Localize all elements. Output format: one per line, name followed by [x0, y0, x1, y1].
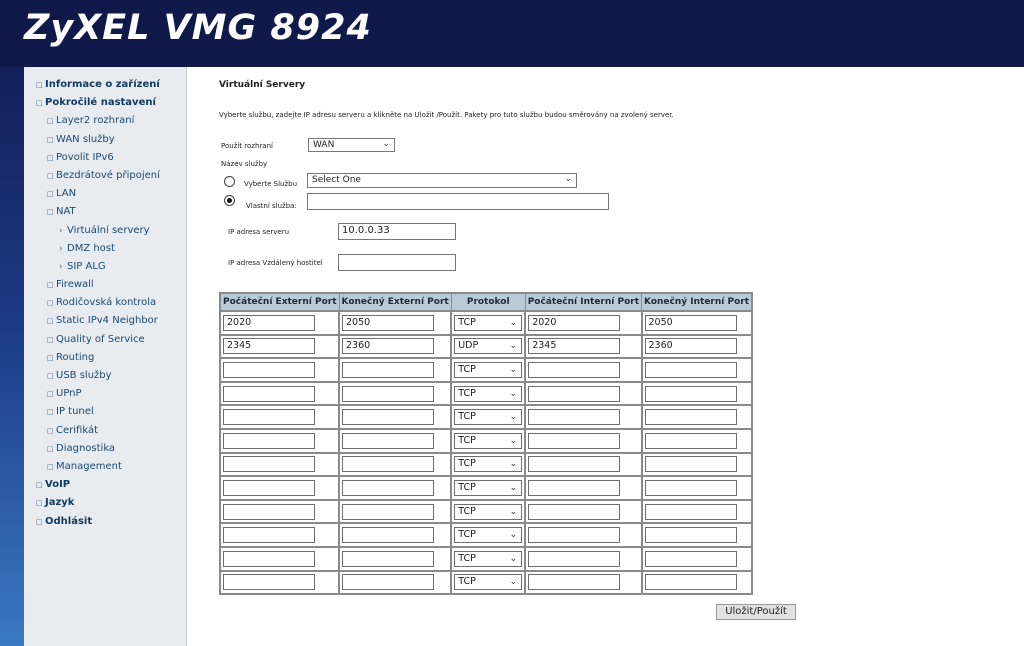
remote-host-label: IP adresa Vzdálený hostitel — [228, 259, 323, 267]
interface-select[interactable] — [308, 138, 395, 152]
chevron-down-icon: ⌄ — [509, 412, 518, 423]
decorative-strip — [0, 67, 24, 646]
start-ext-port-input[interactable] — [223, 480, 315, 496]
cell-value: 2360 — [346, 340, 371, 352]
table-cell — [642, 547, 753, 571]
table-cell — [451, 476, 525, 500]
bullet-icon: □ — [47, 153, 54, 162]
bullet-icon: □ — [47, 426, 54, 435]
sidebar-item[interactable] — [24, 312, 160, 330]
start-ext-port-input[interactable] — [223, 315, 315, 331]
chevron-down-icon: ⌄ — [509, 459, 518, 470]
end-ext-port-input[interactable] — [342, 386, 434, 402]
table-cell — [642, 405, 753, 429]
bullet-icon: □ — [36, 81, 43, 89]
select-service-label: Vyberte Službu — [244, 180, 298, 188]
sidebar-item-label: VoIP — [45, 479, 71, 491]
protocol-select[interactable] — [454, 433, 522, 449]
sidebar-item-label: LAN — [56, 188, 77, 200]
table-cell — [339, 311, 451, 335]
start-int-port-input[interactable] — [528, 315, 620, 331]
protocol-select[interactable] — [454, 574, 522, 590]
end-int-port-input[interactable] — [645, 386, 737, 402]
start-int-port-input[interactable] — [528, 574, 620, 590]
end-int-port-input[interactable] — [645, 362, 737, 378]
table-cell — [339, 500, 451, 524]
sidebar-item-label: Layer2 rozhraní — [56, 115, 135, 127]
table-row — [220, 500, 752, 524]
end-int-port-input[interactable] — [645, 409, 737, 425]
cell-value: 2345 — [532, 340, 557, 352]
server-ip-input[interactable]: 10.0.0.33 — [338, 223, 456, 240]
table-cell — [451, 429, 525, 453]
cell-value: UDP — [458, 340, 479, 352]
start-int-port-input[interactable] — [528, 480, 620, 496]
table-cell — [642, 571, 753, 595]
sidebar-item[interactable] — [24, 440, 160, 458]
sidebar-item-label: Povolit IPv6 — [56, 151, 114, 163]
start-int-port-input[interactable] — [528, 433, 620, 449]
chevron-right-icon: › — [59, 225, 63, 236]
cell-value: TCP — [458, 576, 476, 588]
start-ext-port-input[interactable] — [223, 409, 315, 425]
sidebar-item[interactable] — [24, 240, 160, 258]
bullet-icon: □ — [47, 353, 54, 362]
table-cell — [220, 453, 339, 477]
chevron-down-icon: ⌄ — [509, 317, 518, 328]
sidebar-item[interactable] — [24, 167, 160, 185]
table-cell — [220, 429, 339, 453]
table-cell — [220, 547, 339, 571]
sidebar-item[interactable] — [24, 422, 160, 440]
end-ext-port-input[interactable] — [342, 362, 434, 378]
table-cell — [339, 547, 451, 571]
end-ext-port-input[interactable] — [342, 480, 434, 496]
table-cell — [451, 547, 525, 571]
table-cell — [642, 429, 753, 453]
end-ext-port-input[interactable] — [342, 456, 434, 472]
bullet-icon: □ — [47, 444, 54, 453]
cell-value: 2345 — [227, 340, 252, 352]
table-cell — [451, 311, 525, 335]
start-int-port-input[interactable] — [528, 456, 620, 472]
bullet-icon: □ — [47, 408, 54, 417]
table-cell — [220, 523, 339, 547]
custom-service-label: Vlastní služba: — [246, 202, 297, 210]
table-cell — [451, 382, 525, 406]
start-int-port-input[interactable] — [528, 504, 620, 520]
table-cell — [525, 382, 641, 406]
sidebar-item[interactable] — [24, 76, 160, 94]
table-cell — [339, 571, 451, 595]
bullet-icon: □ — [36, 499, 43, 508]
chevron-right-icon: › — [59, 243, 63, 254]
table-cell — [525, 523, 641, 547]
table-cell — [642, 382, 753, 406]
chevron-down-icon: ⌄ — [509, 530, 518, 541]
table-cell — [451, 523, 525, 547]
table-cell — [642, 476, 753, 500]
cell-value: 2020 — [532, 316, 557, 328]
start-int-port-input[interactable] — [528, 527, 620, 543]
cell-value: TCP — [458, 458, 476, 470]
bullet-icon: □ — [47, 208, 54, 217]
chevron-right-icon: › — [59, 261, 63, 272]
end-ext-port-input[interactable] — [342, 527, 434, 543]
sidebar-item[interactable] — [24, 131, 160, 149]
table-row — [220, 382, 752, 406]
table-cell — [339, 429, 451, 453]
table-cell — [642, 335, 753, 359]
cell-value: TCP — [458, 552, 476, 564]
main-content — [219, 67, 1009, 646]
interface-label: Použít rozhraní — [221, 142, 273, 150]
table-header-row — [220, 293, 752, 311]
end-ext-port-input[interactable] — [342, 338, 434, 354]
sidebar-item[interactable] — [24, 149, 160, 167]
bullet-icon: □ — [36, 481, 43, 490]
sidebar-item-label: Static IPv4 Neighbor — [56, 315, 158, 327]
protocol-select[interactable] — [454, 456, 522, 472]
sidebar-item[interactable] — [24, 185, 160, 203]
table-row — [220, 453, 752, 477]
bullet-icon: □ — [47, 299, 54, 308]
start-ext-port-input[interactable] — [223, 338, 315, 354]
col-header-end-ext-port: Konečný Externí Port — [339, 293, 451, 311]
end-int-port-input[interactable] — [645, 574, 737, 590]
cell-value: TCP — [458, 434, 476, 446]
start-ext-port-input[interactable] — [223, 574, 315, 590]
end-int-port-input[interactable] — [645, 338, 737, 354]
sidebar-item-label: Management — [56, 460, 122, 472]
bullet-icon: □ — [36, 99, 43, 108]
sidebar-item[interactable] — [24, 367, 160, 385]
table-cell — [642, 358, 753, 382]
end-int-port-input[interactable] — [645, 480, 737, 496]
sidebar-item[interactable] — [24, 222, 160, 240]
table-body — [220, 311, 752, 594]
bullet-icon: □ — [47, 335, 54, 344]
cell-value: TCP — [458, 316, 476, 328]
sidebar-item-label: Bezdrátové připojení — [56, 169, 160, 181]
bullet-icon: □ — [47, 372, 54, 380]
table-cell — [525, 335, 641, 359]
page-description: Vyberte službu, zadejte IP adresu serveru a klikněte na Uložit /Použít. Pakety pro tuto službu budou směrovány na zvolený server. — [219, 111, 674, 119]
end-int-port-input[interactable] — [645, 504, 737, 520]
table-cell — [525, 547, 641, 571]
chevron-down-icon: ⌄ — [564, 174, 572, 184]
sidebar-item[interactable] — [24, 112, 160, 130]
table-cell — [339, 476, 451, 500]
table-row — [220, 335, 752, 359]
col-header-end-int-port: Konečný Interní Port — [642, 293, 753, 311]
start-ext-port-input[interactable] — [223, 456, 315, 472]
col-header-start-ext-port: Počáteční Externí Port — [220, 293, 339, 311]
table-cell — [525, 453, 641, 477]
end-ext-port-input[interactable] — [342, 315, 434, 331]
sidebar-item-label: Pokročilé nastavení — [45, 97, 156, 109]
cell-value: TCP — [458, 481, 476, 493]
sidebar-item-label: Virtuální servery — [67, 224, 150, 236]
end-int-port-input[interactable] — [645, 551, 737, 567]
sidebar-item[interactable] — [24, 476, 160, 494]
start-ext-port-input[interactable] — [223, 362, 315, 378]
protocol-select[interactable] — [454, 362, 522, 378]
sidebar-item-label: Firewall — [56, 279, 94, 291]
sidebar-item[interactable] — [24, 203, 160, 221]
sidebar-item[interactable] — [24, 494, 160, 512]
end-int-port-input[interactable] — [645, 433, 737, 449]
table-cell — [451, 335, 525, 359]
sidebar — [24, 67, 187, 646]
table-cell — [525, 311, 641, 335]
table-cell — [339, 453, 451, 477]
chevron-down-icon: ⌄ — [509, 364, 518, 375]
sidebar-item-label: WAN služby — [56, 133, 115, 145]
end-int-port-input[interactable] — [645, 456, 737, 472]
sidebar-item[interactable] — [24, 458, 160, 476]
sidebar-item[interactable] — [24, 385, 160, 403]
chevron-down-icon: ⌄ — [509, 388, 518, 399]
sidebar-item-label: Informace o zařízení — [45, 79, 160, 90]
end-ext-port-input[interactable] — [342, 433, 434, 449]
bullet-icon: □ — [47, 390, 54, 399]
cell-value: 2360 — [648, 340, 673, 352]
sidebar-item[interactable] — [24, 258, 160, 276]
port-mapping-table — [219, 292, 753, 595]
sidebar-item[interactable] — [24, 94, 160, 112]
sidebar-item-label: Odhlásit — [45, 515, 93, 527]
table-cell — [220, 358, 339, 382]
table-cell — [451, 453, 525, 477]
end-ext-port-input[interactable] — [342, 574, 434, 590]
table-cell — [220, 405, 339, 429]
end-ext-port-input[interactable] — [342, 409, 434, 425]
table-cell — [339, 335, 451, 359]
col-header-start-int-port: Počáteční Interní Port — [525, 293, 641, 311]
chevron-down-icon: ⌄ — [509, 482, 518, 493]
chevron-down-icon: ⌄ — [509, 341, 518, 352]
bullet-icon: □ — [47, 462, 54, 471]
table-cell — [525, 571, 641, 595]
table-cell — [451, 405, 525, 429]
remote-host-input[interactable] — [338, 254, 456, 271]
end-ext-port-input[interactable] — [342, 551, 434, 567]
table-cell — [525, 500, 641, 524]
sidebar-item-label: Cerifikát — [56, 424, 98, 436]
chevron-down-icon: ⌄ — [509, 506, 518, 517]
bullet-icon: □ — [47, 117, 54, 126]
service-select[interactable] — [307, 173, 577, 188]
sidebar-item-label: Rodičovská kontrola — [56, 297, 157, 309]
table-cell — [339, 523, 451, 547]
save-apply-button[interactable]: Uložit/Použít — [716, 604, 796, 620]
cell-value: 2050 — [648, 316, 673, 328]
bullet-icon: □ — [47, 317, 54, 326]
protocol-select[interactable] — [454, 480, 522, 496]
sidebar-nav — [24, 76, 160, 531]
sidebar-item-label: Jazyk — [45, 497, 75, 509]
end-int-port-input[interactable] — [645, 527, 737, 543]
start-ext-port-input[interactable] — [223, 551, 315, 567]
service-name-label: Název služby — [221, 160, 268, 168]
table-cell — [525, 476, 641, 500]
start-int-port-input[interactable] — [528, 409, 620, 425]
chevron-down-icon: ⌄ — [509, 577, 518, 588]
table-row — [220, 358, 752, 382]
bullet-icon: □ — [47, 171, 54, 180]
cell-value: TCP — [458, 387, 476, 399]
start-int-port-input[interactable] — [528, 362, 620, 378]
sidebar-item-label: Diagnostika — [56, 442, 116, 454]
end-ext-port-input[interactable] — [342, 504, 434, 520]
chevron-down-icon: ⌄ — [509, 435, 518, 446]
bullet-icon: □ — [47, 135, 54, 144]
bullet-icon: □ — [47, 281, 54, 290]
table-cell — [525, 405, 641, 429]
start-int-port-input[interactable] — [528, 551, 620, 567]
table-row — [220, 476, 752, 500]
cell-value: TCP — [458, 363, 476, 375]
table-cell — [525, 429, 641, 453]
table-row — [220, 405, 752, 429]
sidebar-item[interactable] — [24, 331, 160, 349]
server-ip-label: IP adresa serveru — [228, 228, 290, 236]
chevron-down-icon: ⌄ — [509, 553, 518, 564]
cell-value: 2020 — [227, 316, 252, 328]
brand-logo: ZyXEL VMG 8924 — [24, 8, 372, 48]
col-header-protocol: Protokol — [451, 293, 525, 311]
cell-value: TCP — [458, 529, 476, 541]
sidebar-item[interactable] — [24, 294, 160, 312]
table-cell — [642, 500, 753, 524]
table-cell — [220, 335, 339, 359]
cell-value: TCP — [458, 505, 476, 517]
protocol-select[interactable] — [454, 315, 522, 331]
custom-service-radio[interactable] — [224, 195, 235, 206]
select-service-radio[interactable] — [224, 176, 235, 187]
table-cell — [339, 358, 451, 382]
sidebar-item-label: SIP ALG — [67, 260, 106, 272]
table-row — [220, 571, 752, 595]
custom-service-input[interactable] — [307, 193, 609, 210]
start-int-port-input[interactable] — [528, 338, 620, 354]
service-select-value: Select One — [312, 175, 361, 185]
end-int-port-input[interactable] — [645, 315, 737, 331]
protocol-select[interactable] — [454, 551, 522, 567]
sidebar-item-label: DMZ host — [67, 242, 115, 254]
protocol-select[interactable] — [454, 409, 522, 425]
start-ext-port-input[interactable] — [223, 504, 315, 520]
start-ext-port-input[interactable] — [223, 386, 315, 402]
sidebar-item-label: USB služby — [56, 370, 112, 381]
page-title: Virtuální Servery — [219, 80, 306, 90]
sidebar-item[interactable] — [24, 276, 160, 294]
sidebar-item-label: UPnP — [56, 388, 82, 400]
table-cell — [451, 571, 525, 595]
chevron-down-icon: ⌄ — [382, 139, 390, 149]
table-cell — [220, 476, 339, 500]
sidebar-item[interactable] — [24, 349, 160, 367]
table-cell — [525, 358, 641, 382]
sidebar-item[interactable] — [24, 513, 160, 531]
start-ext-port-input[interactable] — [223, 433, 315, 449]
sidebar-item-label: Routing — [56, 351, 95, 363]
cell-value: 2050 — [346, 316, 371, 328]
table-cell — [220, 382, 339, 406]
table-row — [220, 523, 752, 547]
table-cell — [339, 405, 451, 429]
bullet-icon: □ — [47, 190, 54, 199]
interface-select-value: WAN — [313, 140, 335, 150]
protocol-select[interactable] — [454, 527, 522, 543]
sidebar-item-label: NAT — [56, 206, 76, 218]
table-cell — [642, 453, 753, 477]
table-cell — [451, 358, 525, 382]
start-ext-port-input[interactable] — [223, 527, 315, 543]
table-row — [220, 429, 752, 453]
protocol-select[interactable] — [454, 504, 522, 520]
table-cell — [220, 311, 339, 335]
sidebar-item[interactable] — [24, 403, 160, 421]
bullet-icon: □ — [36, 517, 43, 526]
table-cell — [220, 500, 339, 524]
sidebar-item-label: IP tunel — [56, 406, 94, 418]
start-int-port-input[interactable] — [528, 386, 620, 402]
protocol-select[interactable] — [454, 386, 522, 402]
table-cell — [642, 311, 753, 335]
table-row — [220, 311, 752, 335]
table-cell — [451, 500, 525, 524]
table-cell — [339, 382, 451, 406]
header-bar — [0, 0, 1024, 67]
sidebar-item-label: Quality of Service — [56, 333, 145, 345]
table-cell — [642, 523, 753, 547]
table-cell — [220, 571, 339, 595]
protocol-select[interactable] — [454, 338, 522, 354]
cell-value: TCP — [458, 411, 476, 423]
table-row — [220, 547, 752, 571]
